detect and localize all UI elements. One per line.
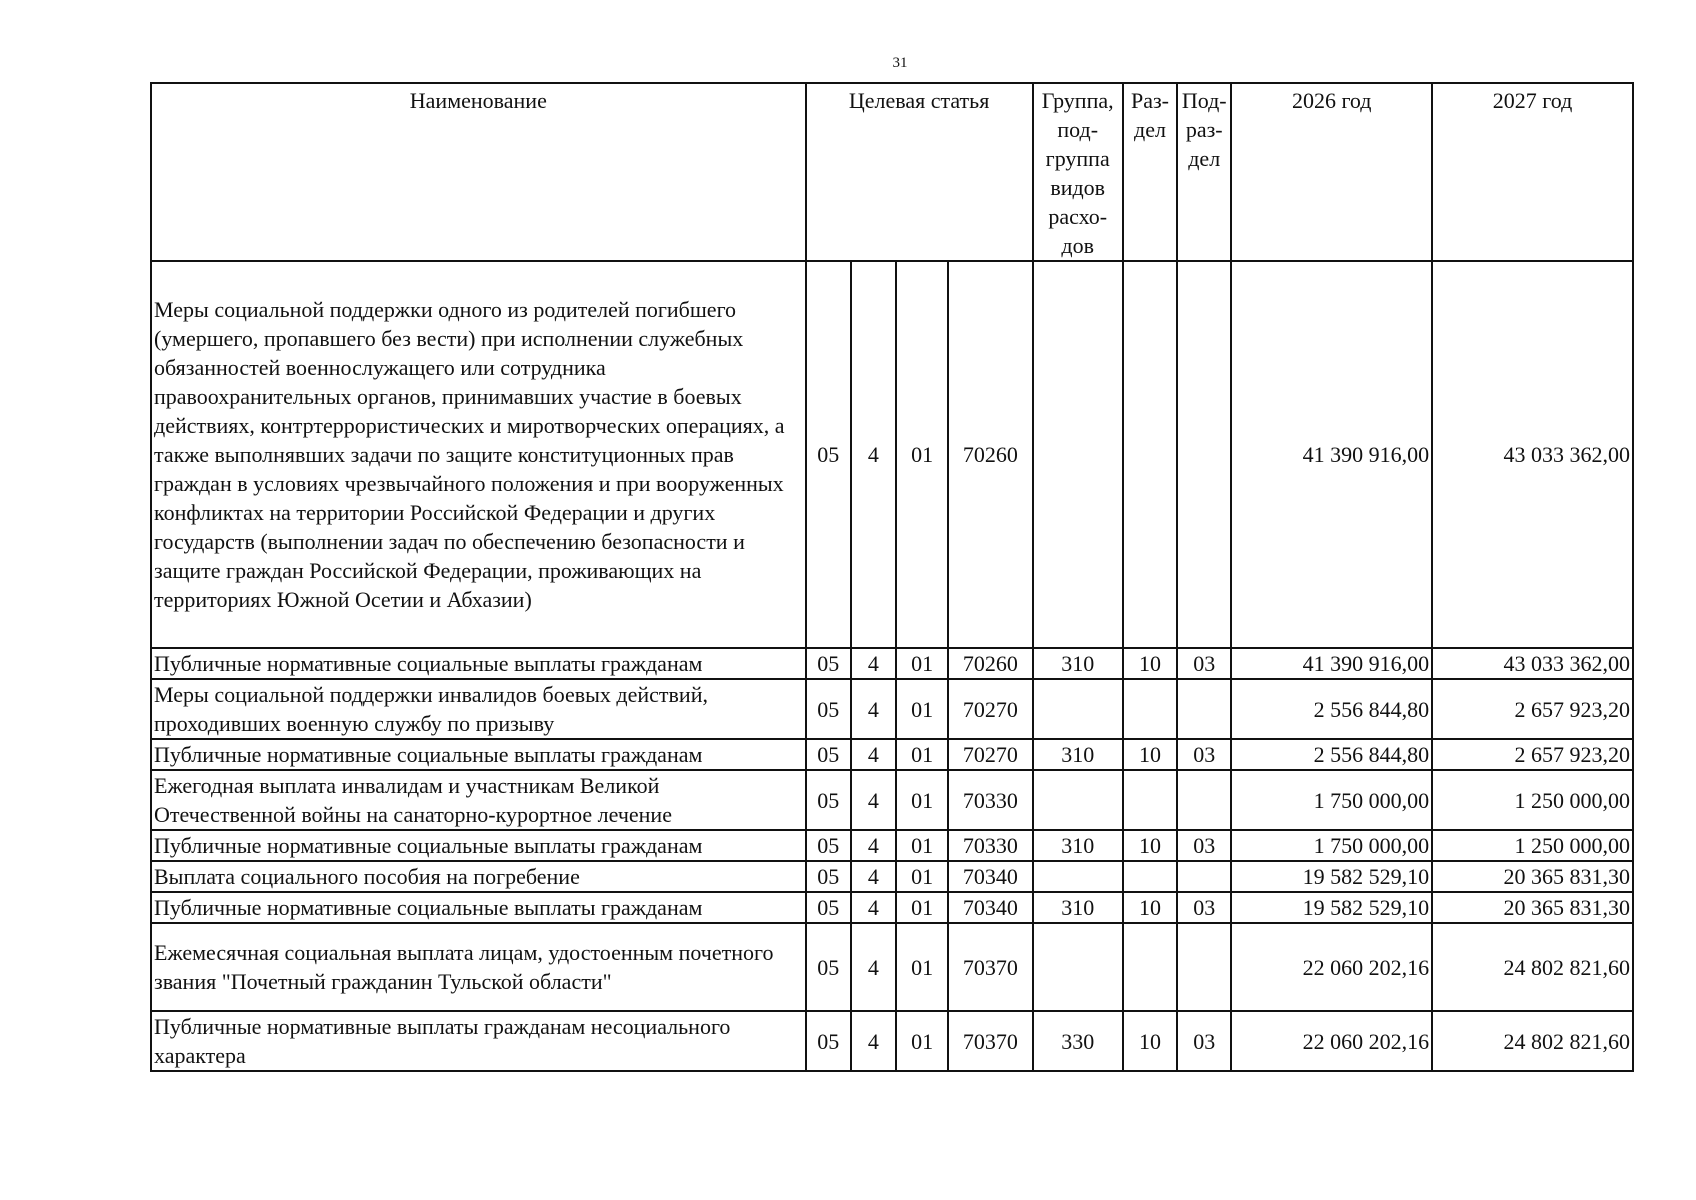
target-direction: 70270 — [948, 739, 1032, 770]
target-event: 01 — [896, 892, 948, 923]
target-direction: 70370 — [948, 923, 1032, 1011]
target-direction: 70340 — [948, 861, 1032, 892]
section: 10 — [1123, 830, 1177, 861]
row-name: Ежемесячная социальная выплата лицам, удостоенным почетного звания "Почетный гражданин Тульской области" — [151, 923, 806, 1011]
expense-group: 310 — [1033, 648, 1123, 679]
expense-group — [1033, 261, 1123, 648]
subsection — [1177, 770, 1231, 830]
amount-2027: 24 802 821,60 — [1432, 1011, 1633, 1071]
row-name: Публичные нормативные социальные выплаты гражданам — [151, 892, 806, 923]
expense-group: 310 — [1033, 892, 1123, 923]
target-type: 4 — [851, 679, 896, 739]
target-direction: 70330 — [948, 770, 1032, 830]
amount-2026: 41 390 916,00 — [1231, 261, 1432, 648]
subsection: 03 — [1177, 892, 1231, 923]
expense-group — [1033, 679, 1123, 739]
target-type: 4 — [851, 892, 896, 923]
target-type: 4 — [851, 648, 896, 679]
target-program: 05 — [806, 830, 851, 861]
subsection: 03 — [1177, 648, 1231, 679]
section — [1123, 770, 1177, 830]
target-program: 05 — [806, 861, 851, 892]
target-event: 01 — [896, 830, 948, 861]
header-name: Наименование — [151, 83, 806, 261]
target-event: 01 — [896, 679, 948, 739]
table-row — [151, 770, 1633, 830]
target-type: 4 — [851, 830, 896, 861]
amount-2027: 24 802 821,60 — [1432, 923, 1633, 1011]
target-program: 05 — [806, 679, 851, 739]
subsection — [1177, 861, 1231, 892]
subsection: 03 — [1177, 830, 1231, 861]
target-type: 4 — [851, 923, 896, 1011]
row-name: Публичные нормативные социальные выплаты гражданам — [151, 648, 806, 679]
amount-2027: 43 033 362,00 — [1432, 261, 1633, 648]
section — [1123, 679, 1177, 739]
amount-2026: 22 060 202,16 — [1231, 923, 1432, 1011]
amount-2026: 19 582 529,10 — [1231, 892, 1432, 923]
expense-group: 310 — [1033, 739, 1123, 770]
expense-group: 330 — [1033, 1011, 1123, 1071]
table-row — [151, 739, 1633, 770]
header-year-2026: 2026 год — [1231, 83, 1432, 261]
header-target-article: Целевая статья — [806, 83, 1033, 261]
row-name: Выплата социального пособия на погребение — [151, 861, 806, 892]
budget-table — [150, 82, 1634, 1072]
amount-2026: 2 556 844,80 — [1231, 739, 1432, 770]
row-name: Публичные нормативные социальные выплаты гражданам — [151, 830, 806, 861]
section: 10 — [1123, 892, 1177, 923]
amount-2027: 2 657 923,20 — [1432, 739, 1633, 770]
amount-2027: 20 365 831,30 — [1432, 892, 1633, 923]
target-type: 4 — [851, 770, 896, 830]
header-row — [151, 83, 1633, 261]
target-type: 4 — [851, 861, 896, 892]
target-program: 05 — [806, 770, 851, 830]
section: 10 — [1123, 648, 1177, 679]
expense-group — [1033, 923, 1123, 1011]
target-direction: 70260 — [948, 648, 1032, 679]
target-type: 4 — [851, 1011, 896, 1071]
amount-2026: 19 582 529,10 — [1231, 861, 1432, 892]
amount-2026: 1 750 000,00 — [1231, 830, 1432, 861]
table-row — [151, 648, 1633, 679]
target-type: 4 — [851, 739, 896, 770]
section — [1123, 923, 1177, 1011]
target-program: 05 — [806, 739, 851, 770]
target-event: 01 — [896, 861, 948, 892]
amount-2026: 1 750 000,00 — [1231, 770, 1432, 830]
target-direction: 70340 — [948, 892, 1032, 923]
header-expense-group: Группа, под-группа видов расхо-дов — [1033, 83, 1123, 261]
section: 10 — [1123, 1011, 1177, 1071]
subsection — [1177, 679, 1231, 739]
table-row — [151, 1011, 1633, 1071]
target-direction: 70270 — [948, 679, 1032, 739]
subsection: 03 — [1177, 1011, 1231, 1071]
amount-2027: 20 365 831,30 — [1432, 861, 1633, 892]
table-row — [151, 892, 1633, 923]
target-event: 01 — [896, 648, 948, 679]
amount-2027: 43 033 362,00 — [1432, 648, 1633, 679]
page-number: 31 — [892, 55, 908, 71]
target-type: 4 — [851, 261, 896, 648]
header-year-2027: 2027 год — [1432, 83, 1633, 261]
target-event: 01 — [896, 1011, 948, 1071]
amount-2027: 1 250 000,00 — [1432, 830, 1633, 861]
target-event: 01 — [896, 923, 948, 1011]
target-direction: 70260 — [948, 261, 1032, 648]
table-row — [151, 923, 1633, 1011]
row-name: Публичные нормативные социальные выплаты гражданам — [151, 739, 806, 770]
subsection — [1177, 261, 1231, 648]
target-event: 01 — [896, 261, 948, 648]
amount-2026: 22 060 202,16 — [1231, 1011, 1432, 1071]
table-row — [151, 261, 1633, 648]
target-direction: 70330 — [948, 830, 1032, 861]
row-name: Публичные нормативные выплаты гражданам несоциального характера — [151, 1011, 806, 1071]
expense-group: 310 — [1033, 830, 1123, 861]
amount-2026: 41 390 916,00 — [1231, 648, 1432, 679]
amount-2027: 2 657 923,20 — [1432, 679, 1633, 739]
table-row — [151, 679, 1633, 739]
subsection: 03 — [1177, 739, 1231, 770]
target-program: 05 — [806, 923, 851, 1011]
target-program: 05 — [806, 261, 851, 648]
table-row — [151, 830, 1633, 861]
row-name: Меры социальной поддержки одного из родителей погибшего (умершего, пропавшего без вести) при исполнении служебных обязанностей военнослужащего или сотрудника правоохранительных органов, принимавших участие в боевых действиях, контртеррористических и миротворческих операциях, а также выполнявших задачи по защите конституционных прав граждан в условиях чрезвычайного положения и при вооруженных конфликтах на территории Российской Федерации и других государств (выполнении задач по обеспечению безопасности и защите граждан Российской Федерации, проживающих на территориях Южной Осетии и Абхазии) — [151, 261, 806, 648]
expense-group — [1033, 770, 1123, 830]
target-program: 05 — [806, 892, 851, 923]
row-name: Меры социальной поддержки инвалидов боевых действий, проходивших военную службу по призыву — [151, 679, 806, 739]
table-row — [151, 861, 1633, 892]
row-name: Ежегодная выплата инвалидам и участникам Великой Отечественной войны на санаторно-курортное лечение — [151, 770, 806, 830]
subsection — [1177, 923, 1231, 1011]
section: 10 — [1123, 739, 1177, 770]
header-section: Раз-дел — [1123, 83, 1177, 261]
amount-2027: 1 250 000,00 — [1432, 770, 1633, 830]
target-event: 01 — [896, 739, 948, 770]
target-program: 05 — [806, 648, 851, 679]
section — [1123, 261, 1177, 648]
target-direction: 70370 — [948, 1011, 1032, 1071]
section — [1123, 861, 1177, 892]
header-subsection: Под-раз-дел — [1177, 83, 1231, 261]
expense-group — [1033, 861, 1123, 892]
amount-2026: 2 556 844,80 — [1231, 679, 1432, 739]
target-program: 05 — [806, 1011, 851, 1071]
target-event: 01 — [896, 770, 948, 830]
